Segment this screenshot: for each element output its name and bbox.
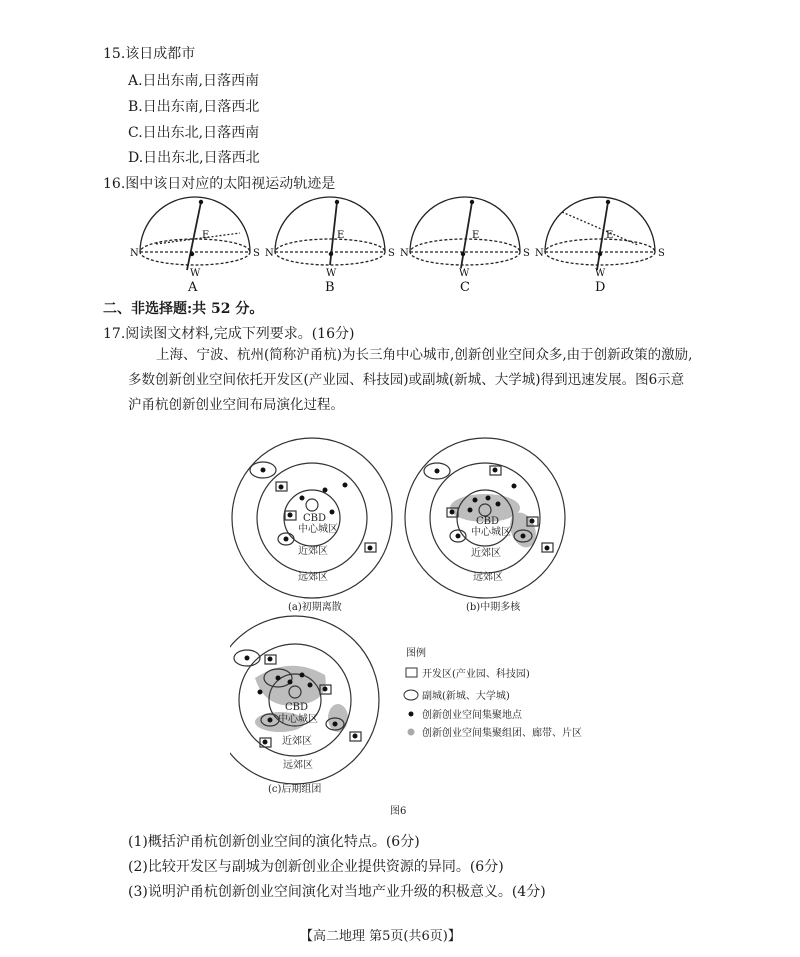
q15-option-d: D.日出东北,日落西北 <box>128 150 260 166</box>
dir-w-c: W <box>459 268 470 279</box>
section2-title: 二、非选择题:共 52 分。 <box>103 301 264 317</box>
dir-s-c: S <box>523 248 530 259</box>
sun-path-diagrams <box>130 190 670 298</box>
q17-sub3: (3)说明沪甬杭创新创业空间演化对当地产业升级的积极意义。(4分) <box>128 884 546 900</box>
dir-n-c: N <box>400 248 409 259</box>
label-far-c: 远郊区 <box>283 760 313 771</box>
dir-s-a: S <box>253 248 260 259</box>
choice-a: A <box>188 280 198 295</box>
dir-e-a: E <box>202 230 210 241</box>
legend-item-subcity: 副城(新城、大学城) <box>422 691 510 702</box>
choice-d: D <box>595 280 606 295</box>
page-footer: 【高二地理 第5页(共6页)】 <box>300 929 461 944</box>
label-center-b: 中心城区 <box>471 527 511 538</box>
dir-w-a: W <box>190 268 201 279</box>
dir-n-b: N <box>265 248 274 259</box>
q15-option-a: A.日出东南,日落西南 <box>128 73 260 89</box>
label-cbd-b: CBD <box>476 516 500 527</box>
q15-stem: 15.该日成都市 <box>103 46 196 62</box>
q17-sub1: (1)概括沪甬杭创新创业空间的演化特点。(6分) <box>128 834 420 850</box>
dir-s-d: S <box>658 248 665 259</box>
q17-sub2: (2)比较开发区与副城为创新创业企业提供资源的异同。(6分) <box>128 859 504 875</box>
caption-c: (c)后期组团 <box>268 784 322 795</box>
label-center-c: 中心城区 <box>278 714 318 725</box>
choice-c: C <box>460 280 470 295</box>
dir-e-d: E <box>606 230 614 241</box>
label-near-b: 近郊区 <box>471 548 501 559</box>
q17-material: 上海、宁波、杭州(简称沪甬杭)为长三角中心城市,创新创业空间众多,由于创新政策的激励,多数创新创业空间依托开发区(产业园、科技园)或副城(新城、大学城)得到迅速发展。图6示意沪甬杭创新创业空间布局演化过程。 <box>128 347 693 413</box>
legend-item-cluster-point: 创新创业空间集聚地点 <box>422 710 522 721</box>
q17-stem: 17.阅读图文材料,完成下列要求。(16分) <box>103 326 355 342</box>
q15-option-c: C.日出东北,日落西南 <box>128 125 260 141</box>
caption-b: (b)中期多核 <box>466 602 521 613</box>
dir-e-b: E <box>337 230 345 241</box>
dir-n-d: N <box>535 248 544 259</box>
label-near-a: 近郊区 <box>298 546 328 557</box>
label-near-c: 近郊区 <box>282 736 312 747</box>
legend-item-devzone: 开发区(产业园、科技园) <box>422 669 530 680</box>
figure-label: 图6 <box>390 806 407 817</box>
dir-e-c: E <box>472 230 480 241</box>
caption-a: (a)初期离散 <box>288 602 342 613</box>
figure6 <box>230 430 630 820</box>
q15-option-b: B.日出东南,日落西北 <box>128 99 260 115</box>
dir-w-b: W <box>326 268 337 279</box>
legend <box>404 646 582 739</box>
choice-b: B <box>325 280 335 295</box>
label-far-a: 远郊区 <box>298 572 328 583</box>
dir-w-d: W <box>595 268 606 279</box>
q16-stem: 16.图中该日对应的太阳视运动轨迹是 <box>103 176 336 192</box>
legend-title: 图例 <box>406 648 426 659</box>
label-far-b: 远郊区 <box>473 572 503 583</box>
label-cbd-a: CBD <box>303 513 327 524</box>
legend-item-cluster-zone: 创新创业空间集聚组团、廊带、片区 <box>422 728 582 739</box>
dir-n-a: N <box>130 248 139 259</box>
label-center-a: 中心城区 <box>298 524 338 535</box>
dir-s-b: S <box>388 248 395 259</box>
label-cbd-c: CBD <box>285 702 309 713</box>
